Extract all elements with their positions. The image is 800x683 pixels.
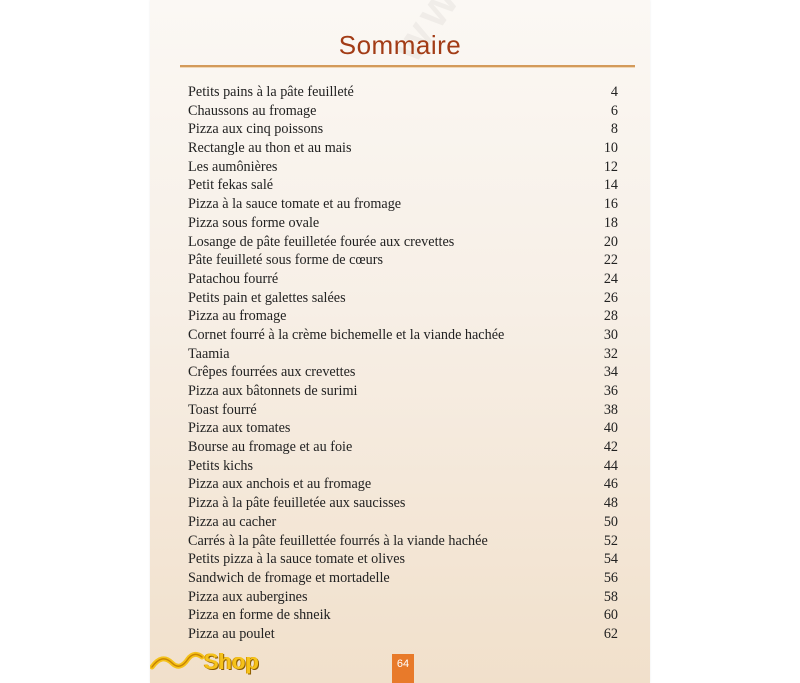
toc-entry — [188, 513, 618, 532]
toc-entry-page: 44 — [603, 457, 618, 474]
toc-entry-label: Petits pain et galettes salées — [188, 289, 346, 306]
toc-entry — [188, 625, 618, 644]
toc-entry-page: 50 — [603, 513, 618, 530]
toc-entry — [188, 83, 618, 102]
toc-entry-label: Pâte feuilleté sous forme de cœurs — [188, 252, 384, 269]
toc-entry-label: Pizza aux anchois et au fromage — [188, 476, 372, 493]
toc-entry-label: Cornet fourré à la crème bichemelle et la viande hachée — [188, 326, 505, 343]
toc-entry-label: Pizza à la sauce tomate et au fromage — [188, 196, 402, 213]
toc-entry-label: Petits pizza à la sauce tomate et olives — [188, 551, 406, 568]
toc-entry — [188, 401, 618, 420]
toc-entry-page: 40 — [603, 420, 618, 437]
toc-entry-label: Petits kichs — [188, 457, 254, 474]
page-number: 64 — [392, 654, 414, 683]
toc-entry — [188, 438, 618, 457]
toc-entry — [188, 606, 618, 625]
toc-entry-page: 36 — [603, 383, 618, 399]
toc-entry-page: 18 — [603, 214, 618, 231]
toc-entry — [188, 326, 618, 345]
toc-entry-page: 12 — [603, 158, 618, 175]
toc-entry — [188, 270, 618, 289]
swoosh-icon — [150, 647, 210, 677]
toc-entry — [188, 475, 618, 494]
toc-entry-page: 20 — [603, 233, 618, 250]
toc-entry-label: Les aumônières — [188, 158, 278, 175]
toc-entry-label: Pizza en forme de shneik — [188, 607, 331, 624]
toc-entry — [188, 214, 618, 233]
title-divider — [180, 65, 635, 67]
toc-entry — [188, 588, 618, 607]
toc-entry-page: 22 — [603, 252, 618, 269]
toc-entry-label: Bourse au fromage et au foie — [188, 439, 353, 456]
toc-entry — [188, 120, 618, 139]
toc-entry-page: 46 — [603, 476, 618, 493]
toc-entry-label: Pizza au fromage — [188, 308, 287, 325]
shop-logo — [150, 645, 259, 679]
toc-entry-label: Petits pains à la pâte feuilleté — [188, 84, 354, 100]
toc-entry-label: Chaussons au fromage — [188, 102, 317, 119]
toc-entry-page: 34 — [603, 364, 618, 381]
toc-entry-page: 16 — [603, 196, 618, 213]
toc-entry-label: Pizza au cacher — [188, 513, 277, 530]
toc-entry-page: 62 — [603, 625, 618, 642]
toc-entry-page: 28 — [603, 308, 618, 325]
toc-entry-page: 58 — [603, 588, 618, 605]
toc-entry-label: Patachou fourré — [188, 270, 279, 287]
toc-entry — [188, 102, 618, 121]
toc-entry-page: 42 — [603, 439, 618, 456]
toc-entry-page: 56 — [603, 569, 618, 586]
toc-entry-page: 6 — [610, 102, 618, 119]
toc-entry-label: Pizza aux cinq poissons — [188, 121, 324, 138]
toc-entry-page: 4 — [610, 84, 618, 100]
toc-entry — [188, 345, 618, 364]
table-of-contents — [188, 83, 618, 644]
toc-entry-page: 30 — [603, 326, 618, 343]
toc-entry — [188, 307, 618, 326]
toc-entry-page: 52 — [603, 532, 618, 549]
toc-entry-label: Sandwich de fromage et mortadelle — [188, 569, 390, 586]
toc-entry — [188, 457, 618, 476]
toc-entry — [188, 382, 618, 401]
toc-entry — [188, 494, 618, 513]
toc-entry — [188, 176, 618, 195]
toc-entry-label: Pizza aux tomates — [188, 420, 291, 437]
toc-entry-page: 8 — [610, 121, 618, 138]
toc-entry-page: 26 — [603, 289, 618, 306]
toc-entry — [188, 532, 618, 551]
toc-entry-label: Losange de pâte feuilletée fourée aux crevettes — [188, 233, 455, 250]
toc-entry-label: Pizza au poulet — [188, 625, 275, 642]
toc-entry-page: 10 — [603, 140, 618, 157]
toc-entry-label: Toast fourré — [188, 401, 257, 418]
toc-entry — [188, 419, 618, 438]
toc-entry-label: Taamia — [188, 345, 230, 362]
toc-entry-label: Carrés à la pâte feuillettée fourrés à la viande hachée — [188, 532, 488, 549]
toc-entry-label: Petit fekas salé — [188, 177, 274, 194]
toc-entry — [188, 363, 618, 382]
book-page — [150, 0, 650, 683]
toc-entry — [188, 569, 618, 588]
toc-entry-page: 48 — [603, 495, 618, 512]
page-title: Sommaire — [338, 30, 462, 60]
toc-entry-label: Pizza à la pâte feuilletée aux saucisses — [188, 495, 406, 512]
toc-entry — [188, 139, 618, 158]
toc-entry — [188, 289, 618, 308]
toc-entry — [188, 158, 618, 177]
toc-entry — [188, 233, 618, 252]
toc-entry-label: Pizza aux aubergines — [188, 588, 308, 605]
toc-entry-label: Pizza sous forme ovale — [188, 214, 320, 231]
toc-entry-page: 60 — [603, 607, 618, 624]
toc-entry-label: Rectangle au thon et au mais — [188, 140, 352, 157]
toc-entry-page: 14 — [603, 177, 618, 194]
toc-entry — [188, 550, 618, 569]
logo-text: Shop — [204, 649, 259, 674]
toc-entry-page: 54 — [603, 551, 618, 568]
toc-entry — [188, 251, 618, 270]
toc-entry-page: 24 — [603, 270, 618, 287]
toc-entry-label: Pizza aux bâtonnets de surimi — [188, 383, 358, 399]
toc-entry — [188, 195, 618, 214]
toc-entry-label: Crêpes fourrées aux crevettes — [188, 364, 356, 381]
toc-entry-page: 32 — [603, 345, 618, 362]
toc-entry-page: 38 — [603, 401, 618, 418]
